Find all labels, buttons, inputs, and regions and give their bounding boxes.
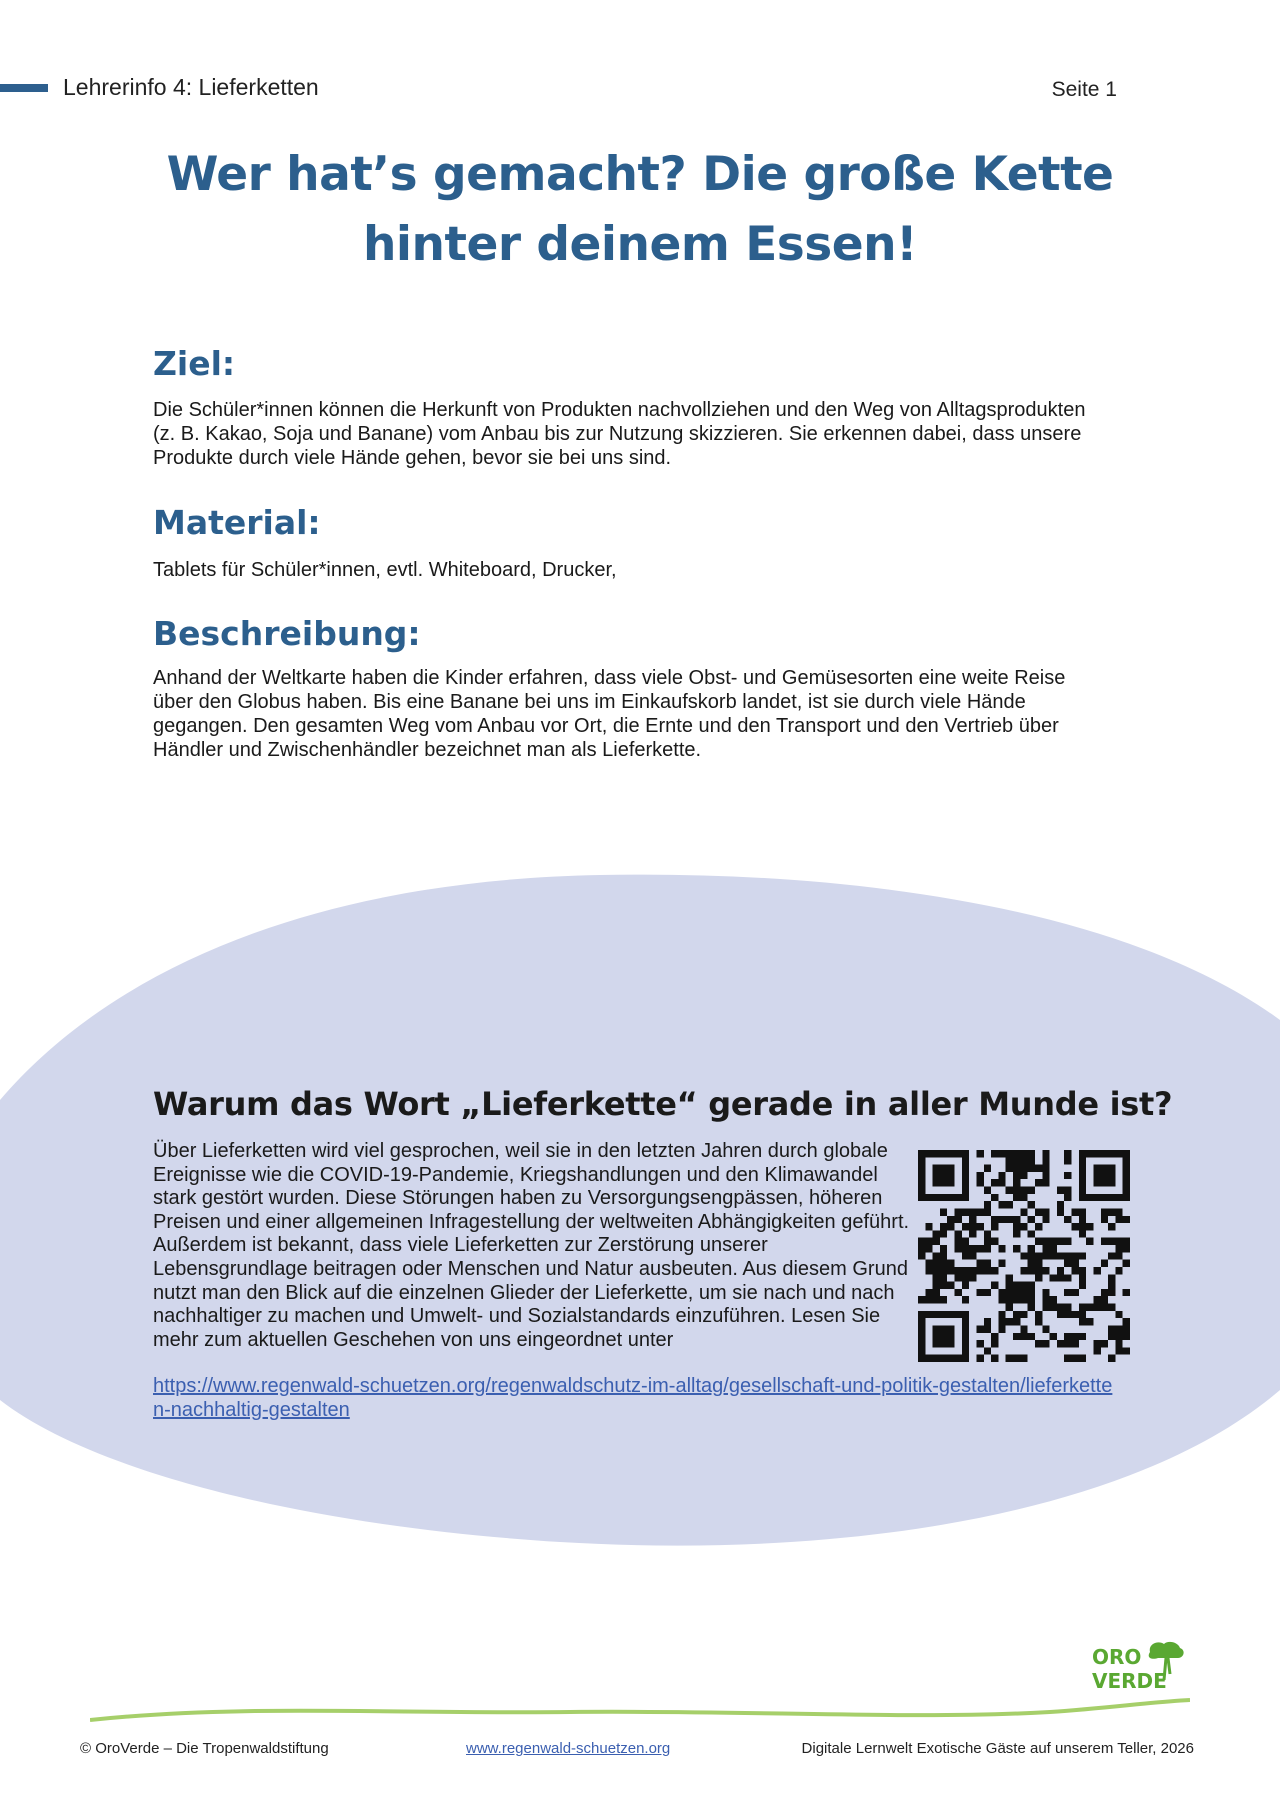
heading-material: Material:: [153, 503, 321, 542]
qr-code-icon: [918, 1150, 1130, 1362]
footer-website-link[interactable]: www.regenwald-schuetzen.org: [466, 1740, 671, 1757]
ziel-text: Die Schüler*innen können die Herkunft von Produkten nachvollziehen und den Weg von Alltagsprodukten (z. B. Kakao, Soja und Banane) vom Anbau bis zur Nutzung skizzieren. Sie erkennen dabei, dass unsere Produkte durch viele Hände gehen, bevor sie bei uns sind.: [153, 399, 1086, 469]
svg-text:VERDE: VERDE: [1092, 1669, 1167, 1693]
heading-ziel: Ziel:: [153, 344, 236, 383]
footer-series-info: Digitale Lernwelt Exotische Gäste auf unserem Teller, 2026: [801, 1740, 1194, 1757]
page-number: Seite 1: [1051, 78, 1117, 101]
header-label: Lehrerinfo 4: Lieferketten: [63, 74, 319, 100]
title-line-2: hinter deinem Essen!: [362, 217, 918, 272]
title-line-1: Wer hat’s gemacht? Die große Kette: [166, 147, 1114, 202]
footer-wave-line: [90, 1690, 1190, 1730]
beschreibung-text: Anhand der Weltkarte haben die Kinder erfahren, dass viele Obst- und Gemüsesorten eine weite Reise über den Globus haben. Bis eine Banane bei uns im Einkaufskorb landet, ist sie durch viele Hände gegangen. Den gesamten Weg vom Anbau vor Ort, die Ernte und den Transport und den Vertrieb über Händler und Zwischenhändler bezeichnet man als Lieferkette.: [153, 667, 1066, 761]
page-title: [150, 140, 1130, 280]
infobox-link[interactable]: https://www.regenwald-schuetzen.org/regenwaldschutz-im-alltag/gesellschaft-und-politik-gestalten/lieferketten-nachhaltig-gestalten: [153, 1375, 1113, 1421]
material-text: Tablets für Schüler*innen, evtl. Whiteboard, Drucker,: [153, 559, 617, 581]
svg-text:ORO: ORO: [1092, 1645, 1142, 1669]
header-accent-bar: [0, 84, 48, 92]
footer-copyright: © OroVerde – Die Tropenwaldstiftung: [80, 1740, 329, 1757]
heading-beschreibung: Beschreibung:: [153, 614, 421, 653]
infobox-title: Warum das Wort „Lieferkette“ gerade in aller Munde ist?: [153, 1085, 1173, 1123]
infobox-text: Über Lieferketten wird viel gesprochen, weil sie in den letzten Jahren durch globale Ereignisse wie die COVID-19-Pandemie, Kriegshandlungen und den Klimawandel stark gestört wurden. Diese Störungen haben zu Versorgungsengpässen, höheren Preisen und einer allgemeinen Infragestellung der weltweiten Abhängigkeiten geführt. Außerdem ist bekannt, dass viele Lieferketten zur Zerstörung unserer Lebensgrundlage beitragen oder Menschen und Natur ausbeuten. Aus diesem Grund nutzt man den Blick auf die einzelnen Glieder der Lieferkette, um sie nach und nach nachhaltiger zu machen und Umwelt- und Sozialstandards einzuführen. Lesen Sie mehr zum aktuellen Geschehen von uns eingeordnet unter: [153, 1140, 910, 1351]
